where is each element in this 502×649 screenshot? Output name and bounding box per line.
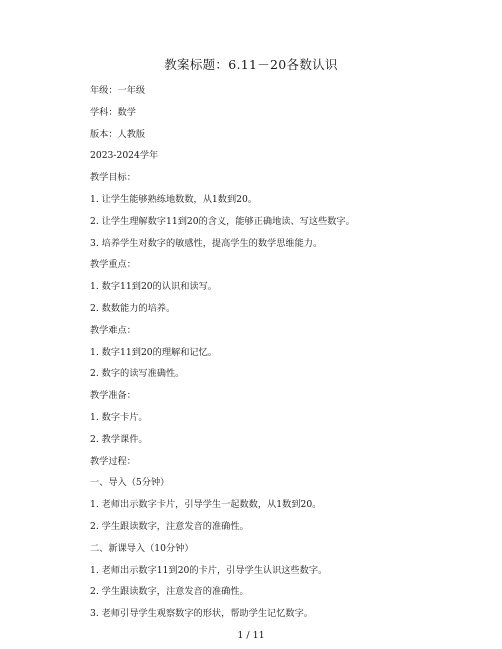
school-year-line: 2023-2024学年 bbox=[90, 150, 159, 162]
preparation-item: 1. 数字卡片。 bbox=[90, 411, 148, 423]
objective-item: 3. 培养学生对数字的敏感性，提高学生的数学思维能力。 bbox=[90, 237, 323, 249]
document-title: 教案标题：6.11－20各数认识 bbox=[164, 57, 338, 72]
edition-line: 版本：人教版 bbox=[90, 128, 146, 140]
objective-item: 1. 让学生能够熟练地数数，从1数到20。 bbox=[90, 193, 258, 205]
document-body bbox=[90, 80, 490, 625]
section-heading-preparation: 教学准备： bbox=[90, 390, 136, 402]
section-heading-objectives: 教学目标： bbox=[90, 172, 136, 184]
section-heading-difficulties: 教学难点： bbox=[90, 324, 136, 336]
preparation-item: 2. 教学课件。 bbox=[90, 433, 148, 445]
process-step-item: 3. 老师引导学生观察数字的形状，帮助学生记忆数字。 bbox=[90, 608, 313, 620]
key-point-item: 1. 数字11到20的认识和读写。 bbox=[90, 281, 217, 293]
difficulty-item: 2. 数字的读写准确性。 bbox=[90, 368, 185, 380]
difficulty-item: 1. 数字11到20的理解和记忆。 bbox=[90, 346, 217, 358]
page-number: 1 / 11 bbox=[237, 630, 265, 641]
process-step-heading: 一、导入（5分钟） bbox=[90, 477, 170, 489]
process-step-item: 2. 学生跟读数字，注意发音的准确性。 bbox=[90, 586, 249, 598]
grade-line: 年级：一年级 bbox=[90, 85, 146, 96]
objective-item: 2. 让学生理解数字11到20的含义，能够正确地读、写这些数字。 bbox=[90, 215, 355, 227]
process-step-item: 2. 学生跟读数字，注意发音的准确性。 bbox=[90, 520, 249, 532]
subject-line: 学科：数学 bbox=[90, 106, 136, 118]
process-step-item: 1. 老师出示数字11到20的卡片，引导学生认识这些数字。 bbox=[90, 564, 328, 576]
process-step-item: 1. 老师出示数字卡片，引导学生一起数数，从1数到20。 bbox=[90, 499, 322, 511]
key-point-item: 2. 数数能力的培养。 bbox=[90, 302, 176, 314]
process-step-heading: 二、新课导入（10分钟） bbox=[90, 542, 194, 554]
section-heading-process: 教学过程： bbox=[90, 455, 136, 467]
section-heading-key-points: 教学重点： bbox=[90, 259, 136, 271]
